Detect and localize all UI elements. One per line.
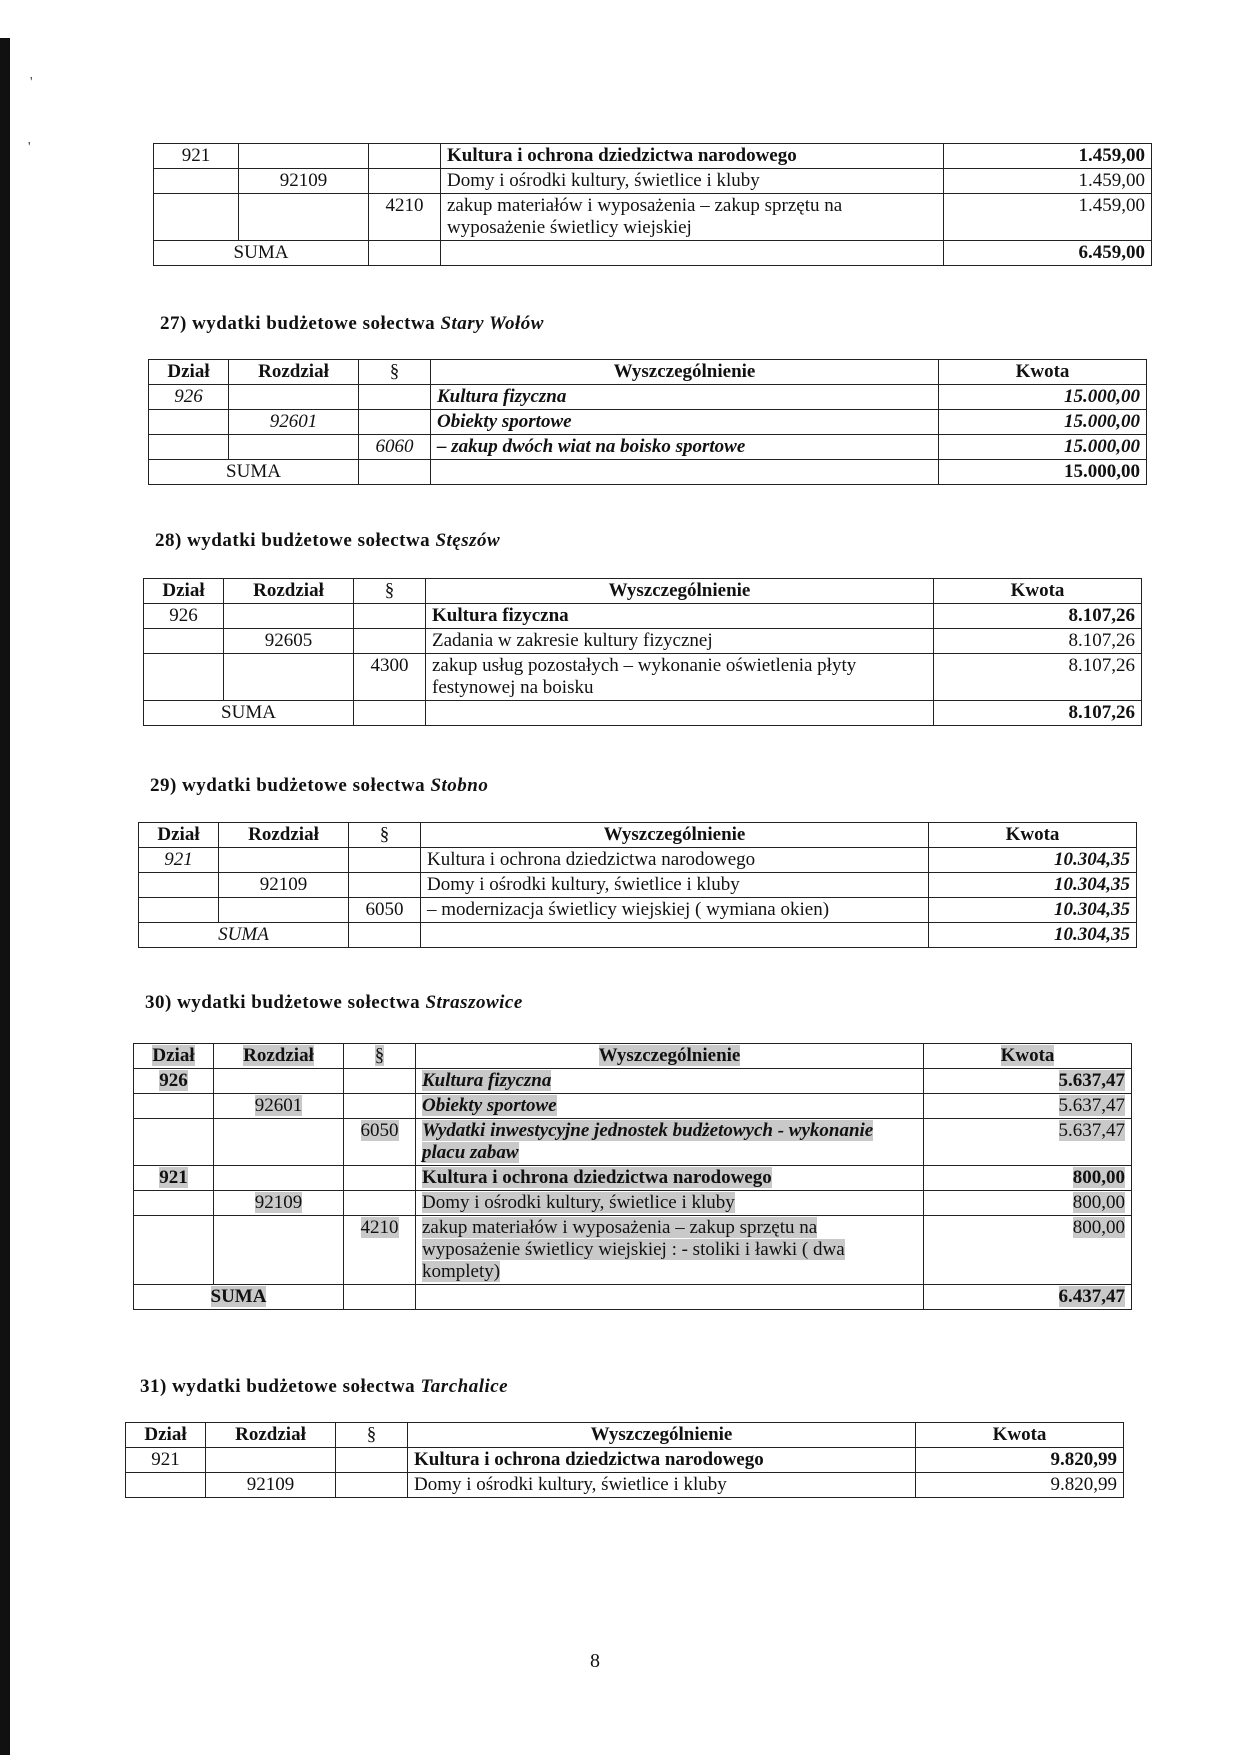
sum-label: SUMA <box>139 923 349 948</box>
sum-value: 6.459,00 <box>944 241 1152 266</box>
paragraf-cell: 6050 <box>349 898 421 923</box>
table-row <box>154 144 1152 169</box>
header-dzial <box>134 1044 214 1069</box>
description-cell: Kultura fizyczna <box>431 385 939 410</box>
header-amount <box>924 1044 1132 1069</box>
paragraf-cell: 4210 <box>369 194 441 241</box>
header-description: Wyszczególnienie <box>426 579 934 604</box>
rozdzial-text: 92109 <box>254 1192 303 1213</box>
description-cell: Kultura i ochrona dziedzictwa narodowego <box>408 1448 916 1473</box>
dzial-cell <box>134 1069 214 1094</box>
budget-table-tarchalice <box>125 1422 1124 1498</box>
description-cell: Domy i ośrodki kultury, świetlice i kluby <box>421 873 929 898</box>
amount-cell <box>924 1094 1132 1119</box>
dzial-text: 926 <box>159 1070 188 1091</box>
amount-cell: 8.107,26 <box>934 604 1142 629</box>
section-title-31 <box>140 1376 508 1398</box>
amount-cell: 8.107,26 <box>934 629 1142 654</box>
header-paragraf: § <box>359 360 431 385</box>
budget-table-stary-wolow <box>148 359 1147 485</box>
header-amount: Kwota <box>934 579 1142 604</box>
table-row <box>144 604 1142 629</box>
table-row <box>134 1069 1132 1094</box>
description-cell <box>416 1191 924 1216</box>
description-cell <box>416 1166 924 1191</box>
sum-label: SUMA <box>149 460 359 485</box>
header-description <box>416 1044 924 1069</box>
table-row <box>149 435 1147 460</box>
village-name: Stobno <box>430 775 489 796</box>
table-row <box>149 410 1147 435</box>
amount-cell <box>924 1191 1132 1216</box>
amount-text: 5.637,47 <box>1058 1120 1125 1141</box>
table-row <box>149 385 1147 410</box>
description-cell <box>416 1094 924 1119</box>
section-title-27 <box>160 313 544 335</box>
paragraf-text: 6050 <box>360 1120 399 1141</box>
description-cell: – zakup dwóch wiat na boisko sportowe <box>431 435 939 460</box>
description-cell: Obiekty sportowe <box>431 410 939 435</box>
sum-row <box>154 241 1152 266</box>
description-cell <box>416 1216 924 1285</box>
dzial-cell: 926 <box>149 385 229 410</box>
section-title-29 <box>150 775 488 797</box>
page-number: 8 <box>590 1650 600 1672</box>
header-description: Wyszczególnienie <box>408 1423 916 1448</box>
section-title-28 <box>155 530 500 552</box>
header-rozdzial-text: Rozdział <box>243 1045 314 1066</box>
header-amount: Kwota <box>916 1423 1124 1448</box>
rozdzial-cell: 92109 <box>219 873 349 898</box>
sum-label <box>134 1285 344 1310</box>
description-cell <box>416 1069 924 1094</box>
amount-text: 800,00 <box>1072 1217 1125 1238</box>
rozdzial-text: 92601 <box>254 1095 303 1116</box>
sum-value <box>924 1285 1132 1310</box>
amount-cell <box>924 1119 1132 1166</box>
table-row <box>154 194 1152 241</box>
table-row <box>144 654 1142 701</box>
amount-cell: 8.107,26 <box>934 654 1142 701</box>
margin-mark: ' <box>30 75 33 90</box>
amount-cell: 10.304,35 <box>929 848 1137 873</box>
sum-value: 10.304,35 <box>929 923 1137 948</box>
sum-row <box>139 923 1137 948</box>
header-rozdzial <box>214 1044 344 1069</box>
village-name: Stary Wołów <box>440 313 544 334</box>
table-row <box>134 1094 1132 1119</box>
rozdzial-cell: 92109 <box>206 1473 336 1498</box>
dzial-cell <box>134 1166 214 1191</box>
section-label: 28) wydatki budżetowe sołectwa <box>155 530 431 551</box>
description-cell: Domy i ośrodki kultury, świetlice i kluby <box>408 1473 916 1498</box>
description-cell: zakup materiałów i wyposażenia – zakup sprzętu na wyposażenie świetlicy wiejskiej <box>441 194 944 241</box>
amount-text: 800,00 <box>1072 1192 1125 1213</box>
header-rozdzial: Rozdział <box>206 1423 336 1448</box>
amount-cell: 1.459,00 <box>944 144 1152 169</box>
header-dzial: Dział <box>149 360 229 385</box>
header-rozdzial: Rozdział <box>229 360 359 385</box>
sum-label: SUMA <box>144 701 354 726</box>
dzial-cell: 921 <box>154 144 239 169</box>
description-text: Kultura fizyczna <box>422 1070 552 1091</box>
header-description-text: Wyszczególnienie <box>598 1045 741 1066</box>
table-row <box>154 169 1152 194</box>
scan-edge <box>0 38 10 1755</box>
sum-value: 8.107,26 <box>934 701 1142 726</box>
sum-label: SUMA <box>154 241 369 266</box>
rozdzial-cell <box>214 1191 344 1216</box>
sum-value-text: 6.437,47 <box>1058 1286 1125 1307</box>
header-dzial: Dział <box>139 823 219 848</box>
header-description: Wyszczególnienie <box>431 360 939 385</box>
amount-text: 800,00 <box>1072 1167 1125 1188</box>
sum-row <box>149 460 1147 485</box>
description-cell: – modernizacja świetlicy wiejskiej ( wymiana okien) <box>421 898 929 923</box>
header-rozdzial: Rozdział <box>224 579 354 604</box>
sum-row <box>134 1285 1132 1310</box>
amount-cell <box>924 1069 1132 1094</box>
paragraf-cell: 6060 <box>359 435 431 460</box>
amount-cell: 1.459,00 <box>944 169 1152 194</box>
description-cell: zakup usług pozostałych – wykonanie oświetlenia płyty festynowej na boisku <box>426 654 934 701</box>
section-label: 31) wydatki budżetowe sołectwa <box>140 1376 416 1397</box>
amount-cell: 15.000,00 <box>939 385 1147 410</box>
budget-table-steszow <box>143 578 1142 726</box>
table-row <box>139 848 1137 873</box>
sum-label-text: SUMA <box>210 1286 267 1307</box>
amount-text: 5.637,47 <box>1058 1070 1125 1091</box>
paragraf-cell <box>344 1119 416 1166</box>
table-row <box>144 629 1142 654</box>
table-row <box>134 1191 1132 1216</box>
rozdzial-cell <box>214 1094 344 1119</box>
header-dzial: Dział <box>144 579 224 604</box>
description-cell: Kultura i ochrona dziedzictwa narodowego <box>441 144 944 169</box>
budget-table-continued <box>153 143 1152 266</box>
amount-cell: 9.820,99 <box>916 1448 1124 1473</box>
table-row <box>134 1119 1132 1166</box>
header-description: Wyszczególnienie <box>421 823 929 848</box>
budget-table-straszowice <box>133 1043 1132 1310</box>
amount-cell <box>924 1166 1132 1191</box>
header-rozdzial: Rozdział <box>219 823 349 848</box>
header-dzial-text: Dział <box>152 1045 195 1066</box>
description-cell <box>416 1119 924 1166</box>
description-text: Kultura i ochrona dziedzictwa narodowego <box>422 1167 772 1188</box>
dzial-cell: 921 <box>139 848 219 873</box>
header-row <box>126 1423 1124 1448</box>
table-row <box>134 1166 1132 1191</box>
paragraf-cell <box>344 1216 416 1285</box>
margin-mark: ' <box>28 140 31 155</box>
amount-text: 5.637,47 <box>1058 1095 1125 1116</box>
table-row <box>139 873 1137 898</box>
amount-cell <box>924 1216 1132 1285</box>
amount-cell: 9.820,99 <box>916 1473 1124 1498</box>
amount-cell: 1.459,00 <box>944 194 1152 241</box>
amount-cell: 15.000,00 <box>939 410 1147 435</box>
section-label: 27) wydatki budżetowe sołectwa <box>160 313 436 334</box>
table-row <box>139 898 1137 923</box>
table-row <box>126 1448 1124 1473</box>
paragraf-text: 4210 <box>360 1217 399 1238</box>
description-text: Domy i ośrodki kultury, świetlice i kluby <box>422 1192 735 1213</box>
budget-table-stobno <box>138 822 1137 948</box>
description-text: Wydatki inwestycyjne jednostek budżetowych - wykonanie placu zabaw <box>422 1120 874 1163</box>
sum-row <box>144 701 1142 726</box>
section-label: 30) wydatki budżetowe sołectwa <box>145 992 421 1013</box>
section-label: 29) wydatki budżetowe sołectwa <box>150 775 426 796</box>
dzial-cell: 921 <box>126 1448 206 1473</box>
rozdzial-cell: 92109 <box>239 169 369 194</box>
table-row <box>126 1473 1124 1498</box>
village-name: Stęszów <box>435 530 501 551</box>
village-name: Straszowice <box>425 992 523 1013</box>
sum-value: 15.000,00 <box>939 460 1147 485</box>
header-paragraf-text: § <box>374 1045 385 1066</box>
header-paragraf: § <box>354 579 426 604</box>
header-amount: Kwota <box>929 823 1137 848</box>
header-amount: Kwota <box>939 360 1147 385</box>
description-text: zakup materiałów i wyposażenia – zakup sprzętu na wyposażenie świetlicy wiejskiej : - stoliki i ławki ( dwa komplety) <box>422 1217 845 1282</box>
header-dzial: Dział <box>126 1423 206 1448</box>
header-paragraf: § <box>349 823 421 848</box>
rozdzial-cell: 92601 <box>229 410 359 435</box>
header-amount-text: Kwota <box>1000 1045 1055 1066</box>
header-row <box>134 1044 1132 1069</box>
description-cell: Domy i ośrodki kultury, świetlice i kluby <box>441 169 944 194</box>
description-text: Obiekty sportowe <box>422 1095 557 1116</box>
table-row <box>134 1216 1132 1285</box>
section-title-30 <box>145 992 523 1014</box>
dzial-cell: 926 <box>144 604 224 629</box>
header-paragraf <box>344 1044 416 1069</box>
amount-cell: 10.304,35 <box>929 873 1137 898</box>
description-cell: Kultura fizyczna <box>426 604 934 629</box>
header-row <box>144 579 1142 604</box>
rozdzial-cell: 92605 <box>224 629 354 654</box>
dzial-text: 921 <box>159 1167 188 1188</box>
paragraf-cell: 4300 <box>354 654 426 701</box>
village-name: Tarchalice <box>420 1376 509 1397</box>
description-cell: Kultura i ochrona dziedzictwa narodowego <box>421 848 929 873</box>
description-cell: Zadania w zakresie kultury fizycznej <box>426 629 934 654</box>
header-row <box>149 360 1147 385</box>
amount-cell: 15.000,00 <box>939 435 1147 460</box>
header-row <box>139 823 1137 848</box>
amount-cell: 10.304,35 <box>929 898 1137 923</box>
header-paragraf: § <box>336 1423 408 1448</box>
